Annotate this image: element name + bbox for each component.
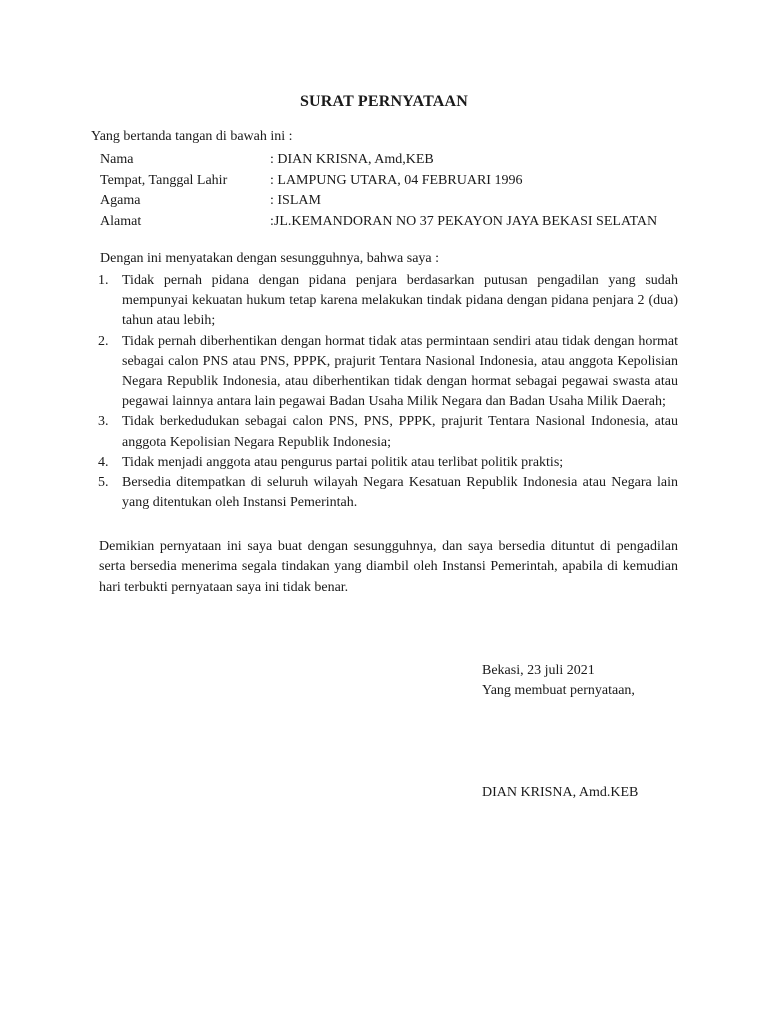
list-text: Tidak menjadi anggota atau pengurus partai politik atau terlibat politik praktis; [122, 454, 564, 470]
document-title: SURAT PERNYATAAN [299, 93, 469, 110]
identity-row-religion [100, 191, 700, 212]
identity-label: Nama [100, 152, 134, 167]
closing-paragraph: Demikian pernyataan ini saya buat dengan sesungguhnya, dan saya bersedia dituntut di pengadilan serta bersedia menerima segala tindakan yang diambil oleh Instansi Pemerintah, apabila di kemudian hari terbukti pernyataan saya ini tidak benar. [99, 539, 678, 595]
identity-value: : ISLAM [270, 193, 321, 208]
list-item [98, 453, 678, 473]
intro-text: Yang bertanda tangan di bawah ini : [91, 129, 293, 144]
list-text: Tidak pernah pidana dengan pidana penjara berdasarkan putusan pengadilan yang sudah mempunyai kekuatan hukum tetap karena melakukan tindak pidana dengan pidana penjara 2 (dua) tahun atau lebih; [122, 273, 678, 329]
list-number: 3. [98, 414, 109, 430]
identity-row-address [100, 212, 700, 233]
list-number: 5. [98, 475, 109, 491]
identity-row-birth [100, 171, 700, 192]
list-number: 1. [98, 273, 109, 288]
statement-list [98, 271, 678, 513]
list-number: 4. [98, 454, 109, 470]
identity-label: Agama [100, 193, 141, 208]
identity-table [100, 150, 700, 232]
identity-value: : LAMPUNG UTARA, 04 FEBRUARI 1996 [270, 172, 523, 188]
list-item [98, 412, 678, 452]
identity-value: :JL.KEMANDORAN NO 37 PEKAYON JAYA BEKASI SELATAN [270, 213, 658, 229]
identity-label: Tempat, Tanggal Lahir [100, 172, 228, 188]
list-item [98, 332, 678, 413]
list-text: Bersedia ditempatkan di seluruh wilayah Negara Kesatuan Republik Indonesia atau Negara lain yang ditentukan oleh Instansi Pemerintah. [122, 475, 678, 511]
statement-text: Dengan ini menyatakan dengan sesungguhnya, bahwa saya : [100, 251, 440, 266]
maker-label: Yang membuat pernyataan, [482, 683, 635, 698]
list-text: Tidak pernah diberhentikan dengan hormat tidak atas permintaan sendiri atau tidak dengan hormat sebagai calon PNS atau PNS, PPPK, prajurit Tentara Nasional Indonesia, atau anggota Kepolisian Negara Republik Indonesia, atau diberhentikan tidak dengan hormat sebagai pegawai swasta atau pegawai lainnya antara lain pegawai Badan Usaha Milik Negara dan Badan Usaha Milik Daerah; [122, 333, 678, 410]
identity-row-name [100, 150, 700, 171]
identity-value: : DIAN KRISNA, Amd,KEB [270, 152, 434, 167]
list-item [98, 473, 678, 513]
identity-label: Alamat [100, 213, 142, 229]
place-date: Bekasi, 23 juli 2021 [482, 663, 595, 678]
list-number: 2. [98, 333, 109, 349]
list-text: Tidak berkedudukan sebagai calon PNS, PNS, PPPK, prajurit Tentara Nasional Indonesia, atau anggota Kepolisian Negara Republik Indonesia; [122, 414, 678, 450]
list-item [98, 271, 678, 332]
signer-name: DIAN KRISNA, Amd.KEB [482, 785, 639, 800]
